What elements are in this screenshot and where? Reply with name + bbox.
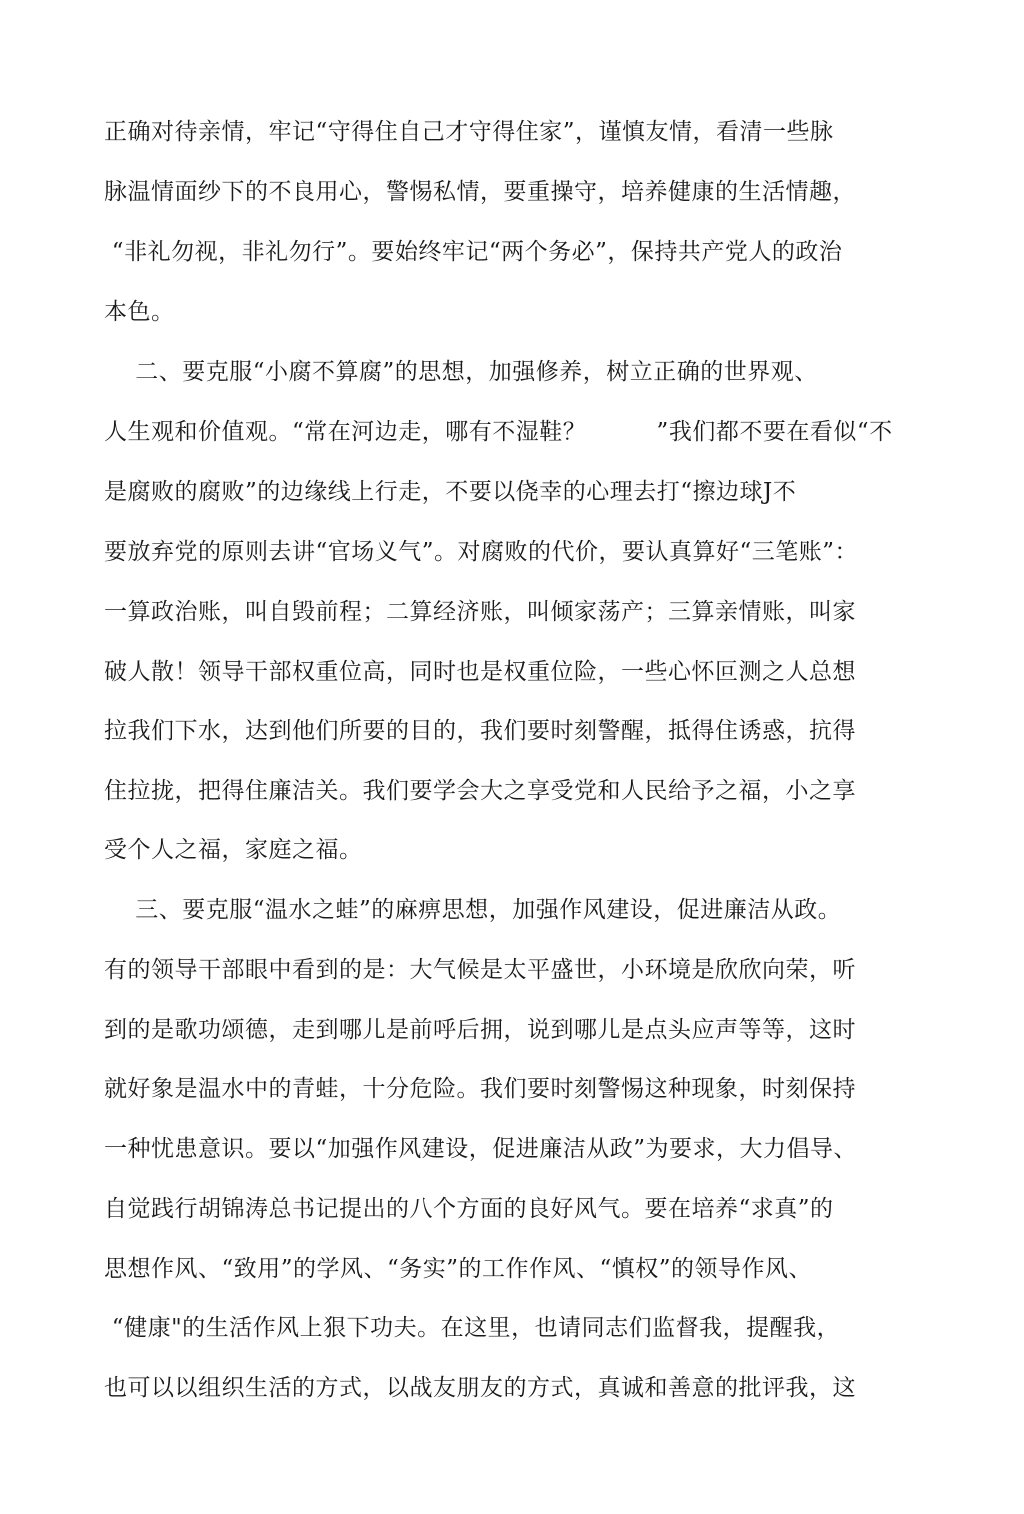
- text-line: 是腐败的腐败”的边缘线上行走，不要以侥幸的心理去打“擦边球J不: [104, 479, 797, 505]
- text-line: 到的是歌功颂德，走到哪儿是前呼后拥，说到哪儿是点头应声等等，这时: [104, 1017, 856, 1043]
- text-line: 人生观和价值观。“常在河边走，哪有不湿鞋？ ”我们都不要在看似“不: [104, 419, 893, 445]
- text-line: 自觉践行胡锦涛总书记提出的八个方面的良好风气。要在培养“求真”的: [104, 1196, 834, 1222]
- text-line: 正确对待亲情，牢记“守得住自己才守得住家”，谨慎友情，看清一些脉: [104, 119, 834, 145]
- text-line: 有的领导干部眼中看到的是：大气候是太平盛世，小环境是欣欣向荣，听: [104, 957, 856, 983]
- text-line: 一算政治账，叫自毁前程；二算经济账，叫倾家荡产；三算亲情账，叫家: [104, 599, 856, 625]
- text-line: 也可以以组织生活的方式，以战友朋友的方式，真诚和善意的批评我，这: [104, 1375, 856, 1401]
- text-line: 就好象是温水中的青蛙，十分危险。我们要时刻警惕这种现象，时刻保持: [104, 1076, 856, 1102]
- text-line: 受个人之福，家庭之福。: [104, 837, 363, 863]
- text-line: 脉温情面纱下的不良用心，警惕私情，要重操守，培养健康的生活情趣，: [104, 179, 856, 205]
- text-line: 三、要克服“温水之蛙”的麻痹思想，加强作风建设，促进廉洁从政。: [104, 897, 842, 923]
- text-line: 本色。: [104, 299, 175, 325]
- text-line: 思想作风、“致用”的学风、“务实”的工作作风、“慎权”的领导作风、: [104, 1256, 813, 1282]
- text-line: “健康"的生活作风上狠下功夫。在这里，也请同志们监督我，提醒我，: [104, 1315, 841, 1341]
- text-line: “非礼勿视，非礼勿行”。要始终牢记“两个务必”，保持共产党人的政治: [104, 239, 843, 265]
- text-line: 二、要克服“小腐不算腐”的思想，加强修养，树立正确的世界观、: [104, 359, 818, 385]
- text-line: 拉我们下水，达到他们所要的目的，我们要时刻警醒，抵得住诱惑，抗得: [104, 718, 856, 744]
- text-line: 破人散！领导干部权重位高，同时也是权重位险，一些心怀叵测之人总想: [104, 659, 856, 685]
- text-line: 住拉拢，把得住廉洁关。我们要学会大之享受党和人民给予之福，小之享: [104, 778, 856, 804]
- text-line: 要放弃党的原则去讲“官场义气”。对腐败的代价，要认真算好“三笔账”：: [104, 539, 859, 565]
- text-line: 一种忧患意识。要以“加强作风建设，促进廉洁从政”为要求，大力倡导、: [104, 1136, 858, 1162]
